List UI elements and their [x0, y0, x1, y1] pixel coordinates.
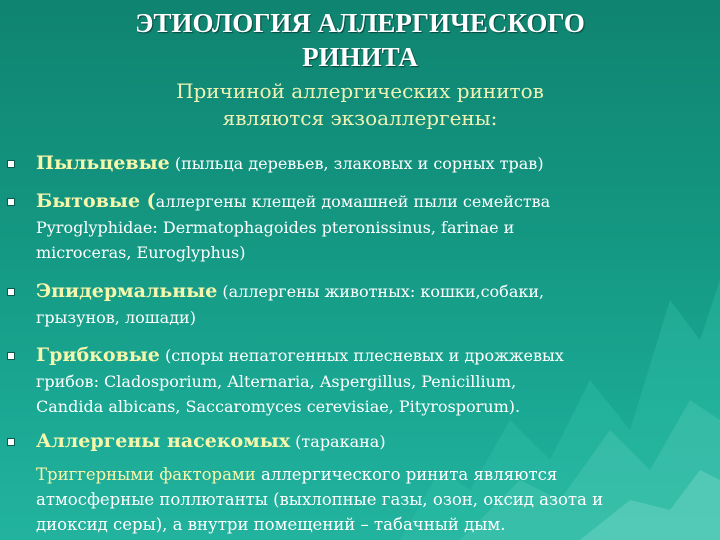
slide-subtitle — [100, 78, 620, 132]
title-line-1: ЭТИОЛОГИЯ АЛЛЕРГИЧЕСКОГО — [135, 8, 585, 38]
bullet-square-icon — [7, 160, 15, 168]
bullet-square-icon — [7, 288, 15, 296]
bullet-square-icon — [7, 438, 15, 446]
bullet-head: Аллергены насекомых — [36, 430, 291, 452]
bullet-item-household — [36, 188, 716, 265]
title-line-2: РИНИТА — [302, 42, 418, 72]
bullet-head: Пыльцевые — [36, 152, 170, 174]
trigger-factors-paragraph — [36, 462, 716, 537]
bullet-item-fungal — [36, 342, 716, 419]
footer-line-2: атмосферные поллютанты (выхлопные газы, озон, оксид азота и — [36, 490, 604, 509]
bullet-desc: аллергены клещей домашней пыли семейства — [155, 192, 551, 211]
footer-line-3: диоксид серы), а внутри помещений – табачный дым. — [36, 515, 506, 534]
bullet-continuation: Candida albicans, Saccaromyces cerevisiae, Pityrosporum). — [36, 397, 521, 416]
bullet-continuation: Pyroglyphidae: Dermatophagoides pteronissinus, farinae и — [36, 218, 515, 237]
subtitle-line-2: являются экзоаллергены: — [222, 106, 498, 130]
slide-title — [0, 6, 720, 74]
footer-line-1-rest: аллергического ринита являются — [255, 465, 558, 484]
bullet-item-insects — [36, 428, 716, 455]
bullet-head: Грибковые — [36, 344, 160, 366]
footer-accent: Триггерными факторами — [36, 465, 256, 484]
bullet-square-icon — [7, 198, 15, 206]
bullet-continuation: microceras, Euroglyphus) — [36, 243, 246, 262]
bullet-desc: (таракана) — [290, 432, 386, 451]
bullet-item-pollen — [36, 150, 716, 177]
bullet-head: Бытовые ( — [36, 190, 156, 212]
bullet-desc: (пыльца деревьев, злаковых и сорных трав) — [169, 154, 544, 173]
bullet-head: Эпидермальные — [36, 280, 218, 302]
subtitle-line-1: Причиной аллергических ринитов — [176, 79, 544, 103]
bullet-square-icon — [7, 352, 15, 360]
bullet-desc: (споры непатогенных плесневых и дрожжевых — [159, 346, 564, 365]
bullet-desc: (аллергены животных: кошки,собаки, — [217, 282, 545, 301]
bullet-continuation: грибов: Cladosporium, Alternaria, Aspergillus, Penicillium, — [36, 372, 517, 391]
bullet-continuation: грызунов, лошади) — [36, 308, 196, 327]
bullet-item-epidermal — [36, 278, 716, 330]
